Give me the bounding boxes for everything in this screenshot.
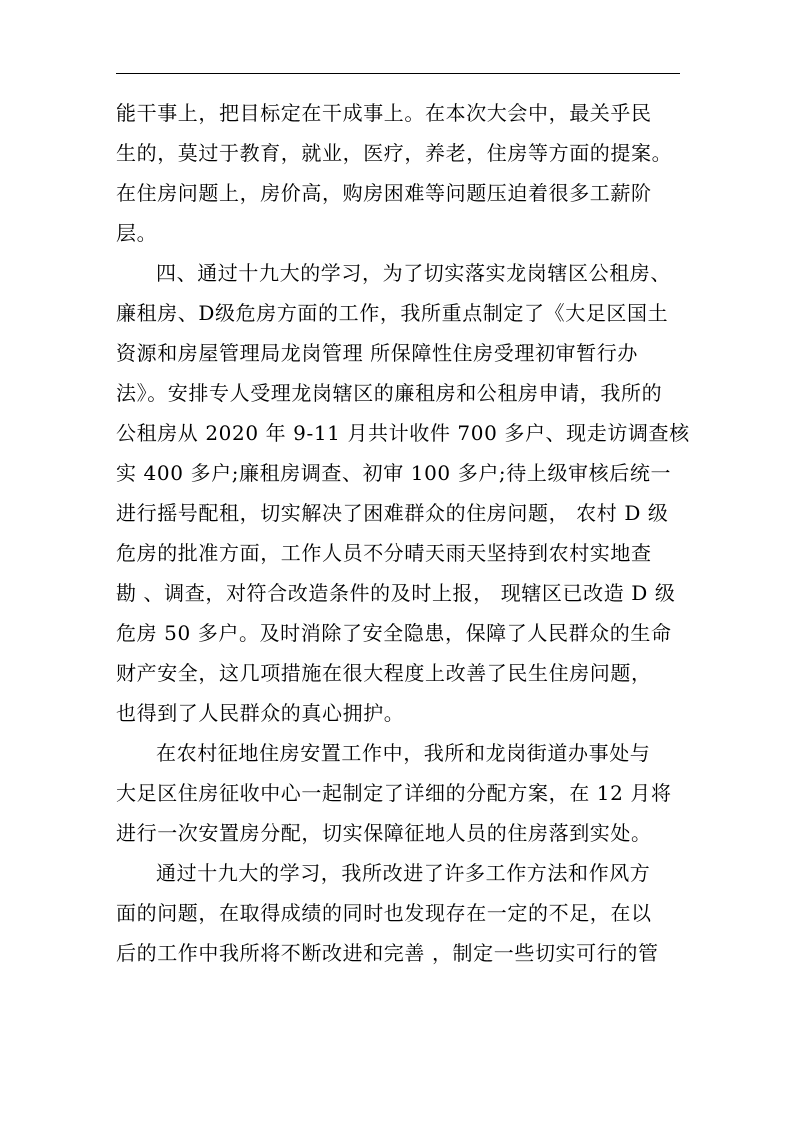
text-line: 也得到了人民群众的真心拥护。 <box>116 701 405 725</box>
text-line: 进行一次安置房分配，切实保障征地人员的住房落到实处。 <box>116 821 652 845</box>
header-rule <box>116 73 680 74</box>
text-line: 危房的批准方面，工作人员不分晴天雨天坚持到农村实地查 <box>116 541 652 565</box>
paragraph-first-line: 四、通过十九大的学习，为了切实落实龙岗辖区公租房、 <box>156 261 671 285</box>
paragraph-first-line: 通过十九大的学习，我所改进了许多工作方法和作风方 <box>156 861 651 885</box>
text-line: 能干事上，把目标定在干成事上。在本次大会中，最关乎民 <box>116 101 652 125</box>
text-line: 法》。安排专人受理龙岗辖区的廉租房和公租房申请，我所的 <box>116 381 663 405</box>
text-line: 财产安全，这几项措施在很大程度上改善了民生住房问题， <box>116 661 652 685</box>
text-line: 资源和房屋管理局龙岗管理 所保障性住房受理初审暂行办 <box>116 341 638 365</box>
text-line: 生的，莫过于教育，就业，医疗，养老，住房等方面的提案。 <box>116 141 673 165</box>
text-line: 实 400 多户;廉租房调查、初审 100 多户;待上级审核后统一 <box>116 461 672 485</box>
text-line: 危房 50 多户。及时消除了安全隐患，保障了人民群众的生命 <box>116 621 672 645</box>
text-line: 在住房问题上，房价高，购房困难等问题压迫着很多工薪阶 <box>116 181 652 205</box>
text-line: 廉租房、D级危房方面的工作，我所重点制定了《大足区国土 <box>116 301 669 325</box>
text-line: 面的问题，在取得成绩的同时也发现存在一定的不足，在以 <box>116 901 652 925</box>
text-line: 层。 <box>116 221 158 245</box>
paragraph-first-line: 在农村征地住房安置工作中，我所和龙岗街道办事处与 <box>156 741 651 765</box>
text-line: 进行摇号配租，切实解决了困难群众的住房问题， 农村 D 级 <box>116 501 669 525</box>
text-line: 后的工作中我所将不断改进和完善 ，制定一些切实可行的管 <box>116 941 659 965</box>
text-line: 公租房从 2020 年 9-11 月共计收件 700 多户、现走访调查核 <box>116 421 690 445</box>
text-line: 大足区住房征收中心一起制定了详细的分配方案，在 12 月将 <box>116 781 672 805</box>
text-line: 勘 、调查，对符合改造条件的及时上报， 现辖区已改造 D 级 <box>116 581 676 605</box>
